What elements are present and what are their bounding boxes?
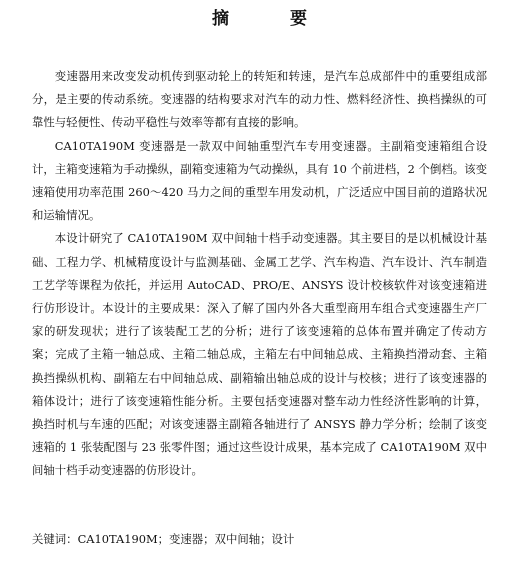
abstract-paragraph-3: 本设计研究了 CA10TA190M 双中间轴十档手动变速器。其主要目的是以机械设计基础、工程力学、机械精度设计与监测基础、金属工艺学、汽车构造、汽车设计、汽车制造工艺学等课程为依托，并运用 AutoCAD、PRO/E、ANSYS 设计校核软件对该变速箱进行仿形设计。本设计的主要成果：深入了解了国内外各大重型商用车组合式变速器生产厂家的研发现状；进行了该装配工艺的分析；进行了该变速箱的总体布置并确定了传动方案；完成了主箱一轴总成、主箱二轴总成，主箱左右中间轴总成、主箱换挡滑动套、主箱换挡操纵机构、副箱左右中间轴总成、副箱输出轴总成的设计与校核；进行了该变速器的箱体设计；进行了该变速箱性能分析。主要包括变速器对整车动力性经济性影响的计算，换挡时机与车速的匹配；对该变速器主副箱各轴进行了 ANSYS 静力学分析；绘制了该变速箱的 1 张装配图与 23 张零件图；通过这些设计成果，基本完成了 CA10TA190M 双中间轴十档手动变速器的仿形设计。 bbox=[32, 231, 487, 478]
page-title: 摘 要 bbox=[212, 9, 329, 29]
keywords-label: 关键词： bbox=[32, 532, 78, 546]
abstract-paragraph-1: 变速器用来改变发动机传到驱动轮上的转矩和转速，是汽车总成部件中的重要组成部分，是主要的传动系统。变速器的结构要求对汽车的动力性、燃料经济性、换档操纵的可靠性与轻便性、传动平稳性与效率等都有直接的影响。 bbox=[32, 69, 487, 130]
abstract-paragraph-2: CA10TA190M 变速器是一款双中间轴重型汽车专用变速器。主副箱变速箱组合设计，主箱变速箱为手动操纵，副箱变速箱为气动操纵，具有 10 个前进档，2 个倒档。该变速箱使用功率范围 260～420 马力之间的重型车用发动机，广泛适应中国目前的道路状况和运输情况。 bbox=[32, 138, 487, 223]
keywords-line bbox=[32, 530, 294, 548]
keywords-text: CA10TA190M；变速器；双中间轴；设计 bbox=[77, 532, 295, 546]
